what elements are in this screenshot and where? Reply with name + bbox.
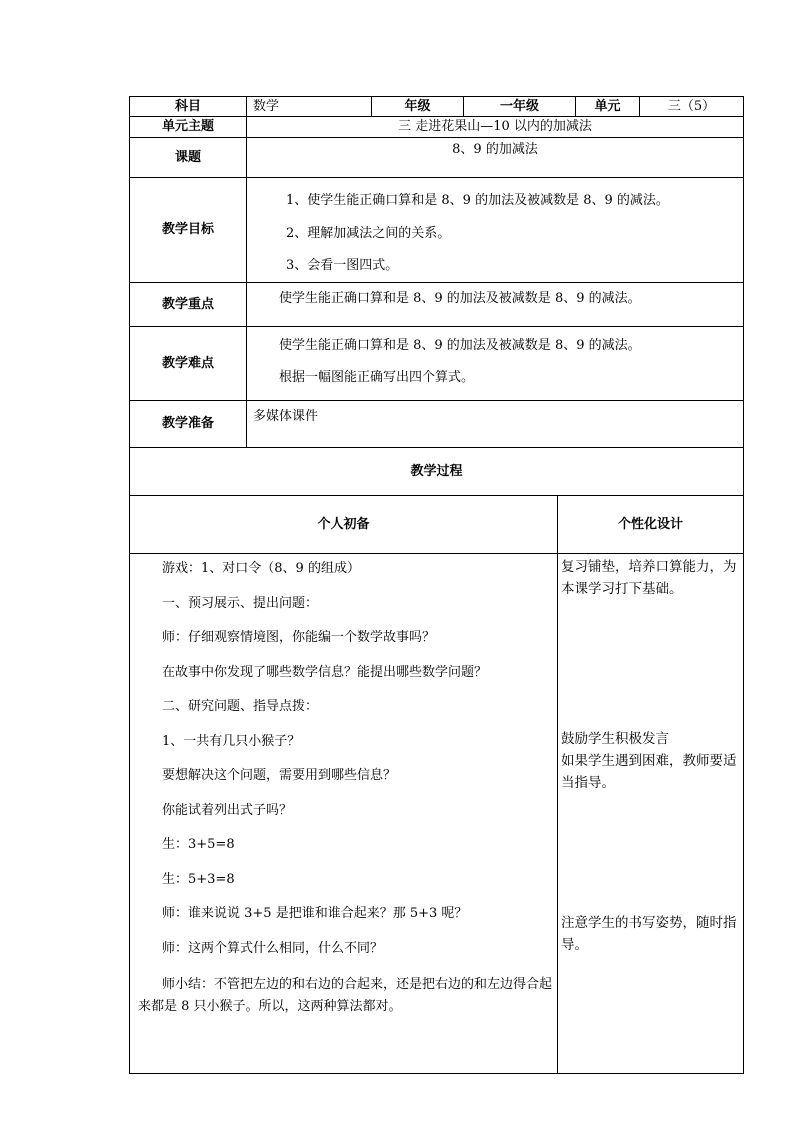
difficulties-label: 教学难点	[130, 327, 247, 401]
difficulties-cell	[247, 327, 744, 401]
header-row	[130, 97, 744, 117]
lesson-plan-page	[129, 96, 743, 1074]
lesson-row	[130, 138, 744, 178]
process-body-row	[130, 554, 744, 1074]
process-header-row	[130, 496, 744, 554]
process-line: 生：3+5=8	[162, 837, 235, 852]
process-col-left: 个人初备	[130, 496, 558, 554]
grade-label: 年级	[372, 97, 464, 117]
process-line: 师：这两个算式什么相同，什么不同？	[162, 940, 384, 956]
process-line: 1、一共有几只小猴子？	[162, 733, 301, 749]
difficulty-item: 根据一幅图能正确写出四个算式。	[279, 370, 475, 385]
process-note: 注意学生的书写姿势，随时指导。	[561, 915, 737, 953]
key-points-label: 教学重点	[130, 283, 247, 327]
process-line: 游戏：1、对口令（8、9 的组成）	[162, 561, 360, 576]
key-points-value: 使学生能正确口算和是 8、9 的加法及被减数是 8、9 的减法。	[279, 291, 641, 306]
goal-item: 3、会看一图四式。	[286, 258, 399, 273]
process-title-row	[130, 448, 744, 496]
lesson-value: 8、9 的加减法	[247, 138, 744, 178]
grade-value: 一年级	[464, 97, 576, 117]
process-line: 生：5+3=8	[162, 871, 235, 887]
process-summary: 师小结：不管把左边的和右边的合起来，还是把右边的和左边得合起来都是 8 只小猴子。所以，这两种算法都对。	[138, 977, 553, 1014]
goals-cell	[247, 178, 744, 283]
process-line: 师：谁来说说 3+5 是把谁和谁合起来？那 5+3 呢？	[162, 906, 468, 921]
unit-theme-row	[130, 117, 744, 138]
process-note: 鼓励学生积极发言	[561, 731, 669, 747]
process-title: 教学过程	[130, 448, 744, 496]
unit-label: 单元	[576, 97, 640, 117]
process-notes	[558, 554, 744, 1074]
process-line: 师：仔细观察情境图，你能编一个数学故事吗？	[162, 630, 436, 645]
goals-label: 教学目标	[130, 178, 247, 283]
process-line: 在故事中你发现了哪些数学信息？能提出哪些数学问题？	[162, 664, 488, 680]
subject-value: 数学	[247, 97, 372, 117]
process-line: 要想解决这个问题，需要用到哪些信息？	[162, 768, 397, 783]
subject-label: 科目	[130, 97, 247, 117]
process-line: 二、研究问题、指导点拨：	[162, 699, 319, 714]
process-steps	[130, 554, 558, 1074]
process-col-right: 个性化设计	[558, 496, 744, 554]
goal-item: 1、使学生能正确口算和是 8、9 的加法及被减数是 8、9 的减法。	[286, 193, 669, 208]
difficulty-item: 使学生能正确口算和是 8、9 的加法及被减数是 8、9 的减法。	[279, 338, 641, 353]
lesson-plan-table	[129, 96, 744, 1074]
goal-item: 2、理解加减法之间的关系。	[286, 226, 451, 241]
unit-theme-value: 三 走进花果山—10 以内的加减法	[247, 117, 744, 138]
process-line: 一、预习展示、提出问题：	[162, 595, 319, 611]
goals-row	[130, 178, 744, 283]
difficulties-row	[130, 327, 744, 401]
preparation-value: 多媒体课件	[247, 401, 744, 448]
key-points-cell	[247, 283, 744, 327]
unit-theme-label: 单元主题	[130, 117, 247, 138]
unit-value: 三（5）	[640, 97, 744, 117]
process-line: 你能试着列出式子吗？	[162, 802, 293, 818]
preparation-row	[130, 401, 744, 448]
lesson-label: 课题	[130, 138, 247, 178]
process-note: 复习铺垫，培养口算能力，为本课学习打下基础。	[561, 559, 737, 597]
process-note: 如果学生遇到困难，教师要适当指导。	[561, 753, 737, 791]
preparation-label: 教学准备	[130, 401, 247, 448]
key-points-row	[130, 283, 744, 327]
